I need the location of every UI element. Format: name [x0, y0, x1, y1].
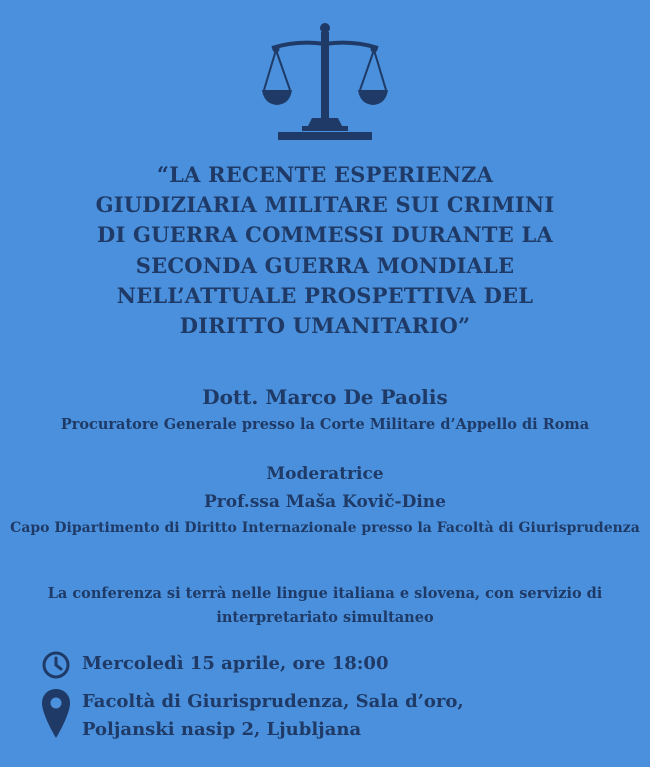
- moderator-name: Prof.ssa Maša Kovič-Dine: [204, 492, 446, 512]
- moderator-label: Moderatrice: [266, 464, 384, 484]
- event-place-line: Facoltà di Giurisprudenza, Sala d’oro,: [82, 691, 464, 712]
- title-line: DIRITTO UMANITARIO”: [179, 313, 471, 339]
- language-note-line: interpretariato simultaneo: [216, 609, 434, 626]
- speaker-name: Dott. Marco De Paolis: [202, 385, 448, 409]
- title-line: “LA RECENTE ESPERIENZA: [156, 162, 494, 187]
- language-note-line: La conferenza si terrà nelle lingue italiana e slovena, con servizio di: [47, 585, 603, 602]
- location-pin-icon: [40, 688, 72, 740]
- event-title: [0, 160, 650, 341]
- event-place-row: [40, 688, 464, 744]
- language-note: [40, 582, 610, 630]
- title-line: SECONDA GUERRA MONDIALE: [135, 252, 515, 278]
- title-line: NELL’ATTUALE PROSPETTIVA DEL: [116, 282, 534, 308]
- title-line: GIUDIZIARIA MILITARE SUI CRIMINI: [95, 192, 555, 218]
- event-date-row: [40, 650, 388, 680]
- title-line: DI GUERRA COMMESSI DURANTE LA: [97, 222, 553, 248]
- clock-icon: [40, 650, 72, 680]
- event-place-line: Poljanski nasip 2, Ljubljana: [82, 719, 362, 740]
- event-place: [82, 688, 464, 744]
- speaker-role: Procuratore Generale presso la Corte Militare d’Appello di Roma: [60, 416, 590, 433]
- event-date: Mercoledì 15 aprile, ore 18:00: [82, 653, 389, 674]
- moderator-role: Capo Dipartimento di Diritto Internazionale presso la Facoltà di Giurisprudenza: [10, 520, 640, 536]
- scales-of-justice-icon: [262, 18, 388, 144]
